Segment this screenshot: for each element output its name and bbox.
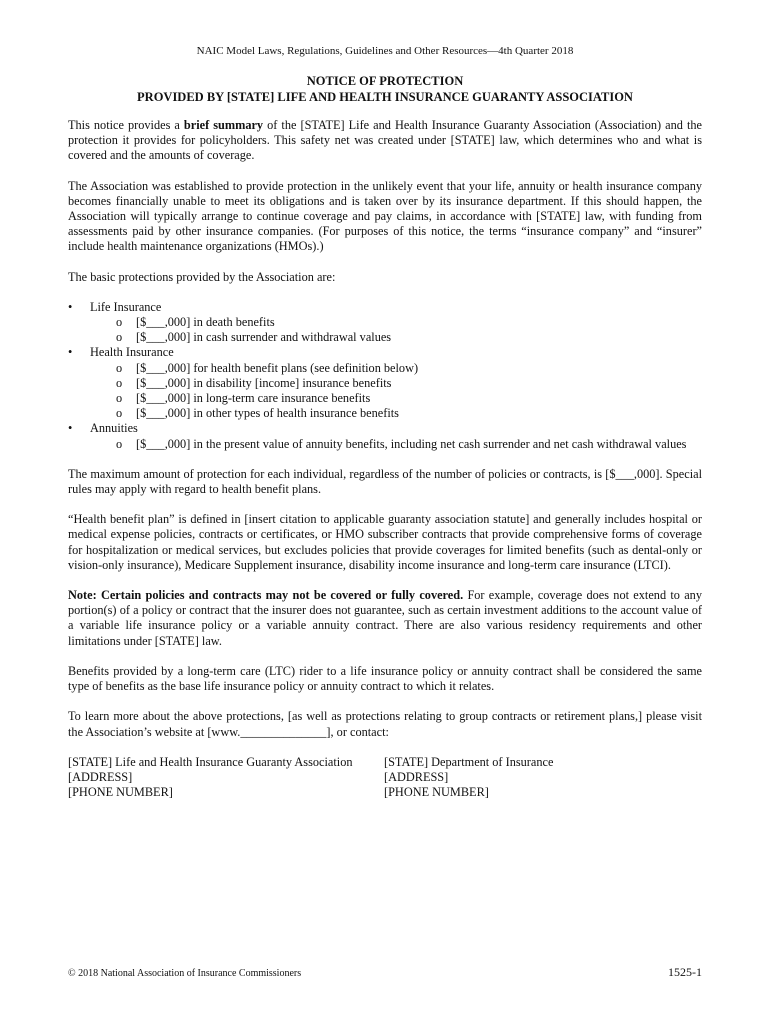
protection-life [68, 300, 702, 346]
ltc-paragraph: Benefits provided by a long-term care (LTC) rider to a life insurance policy or annuity contract shall be considered the same type of benefits as the base life insurance policy or annuity contract to which it relates. [68, 663, 702, 694]
document-title [68, 73, 702, 105]
list-item: o [$___,000] in death benefits [90, 315, 702, 330]
protections-list [68, 300, 702, 452]
intro-paragraph: This notice provides a brief summary of the [STATE] Life and Health Insurance Guaranty Association (Association) and the protection it provides for policyholders. This safety net was created under [STATE] law, which determines who and what is covered and the amounts of coverage. [68, 118, 702, 163]
contact-line: [PHONE NUMBER] [68, 785, 173, 800]
list-item: o [$___,000] in cash surrender and withdrawal values [90, 330, 702, 345]
maximum-paragraph: The maximum amount of protection for each individual, regardless of the number of policies or contracts, is [$___,000]. Special rules may apply with regard to health benefit plans. [68, 466, 702, 497]
contact-line: [PHONE NUMBER] [384, 785, 489, 800]
title-line-2: PROVIDED BY [STATE] LIFE AND HEALTH INSURANCE GUARANTY ASSOCIATION [137, 90, 633, 104]
established-paragraph: The Association was established to provide protection in the unlikely event that your life, annuity or health insurance company becomes financially unable to meet its obligations and is taken over by its insurance department. If this should happen, the Association will typically arrange to continue coverage and pay claims, in accordance with [STATE] law, with funding from assessments paid by other insurance companies. (For purposes of this notice, the terms “insurance company” and “insurer” include health maintenance organizations (HMOs).) [68, 178, 702, 254]
list-item: o [$___,000] in other types of health insurance benefits [90, 406, 702, 421]
list-item: o [$___,000] in long-term care insurance benefits [90, 391, 702, 406]
protection-annuities [68, 421, 702, 451]
contacts-block [68, 755, 702, 801]
learn-more-paragraph: To learn more about the above protections, [as well as protections relating to group contracts or retirement plans,] please visit the Association’s website at [www.______________], or contact: [68, 709, 702, 739]
protection-label: Annuities [90, 421, 138, 436]
protection-label: Health Insurance [90, 345, 174, 360]
running-header: NAIC Model Laws, Regulations, Guidelines and Other Resources—4th Quarter 2018 [196, 45, 574, 57]
contact-line: [ADDRESS] [68, 769, 133, 784]
department-contact [384, 755, 700, 801]
list-item: o [$___,000] in the present value of annuity benefits, including net cash surrender and net cash withdrawal values [90, 437, 702, 452]
note-emphasis: Note: Certain policies and contracts may not be covered or fully covered. [68, 588, 464, 603]
protection-health [68, 345, 702, 421]
title-line-1: NOTICE OF PROTECTION [306, 74, 464, 88]
document-body [68, 118, 702, 800]
protection-label: Life Insurance [90, 299, 162, 314]
list-item: o [$___,000] for health benefit plans (see definition below) [90, 361, 702, 376]
brief-summary-emphasis: brief summary [183, 118, 264, 132]
list-item: o [$___,000] in disability [income] insurance benefits [90, 376, 702, 391]
contact-line: [ADDRESS] [384, 769, 449, 784]
health-plan-paragraph: “Health benefit plan” is defined in [insert citation to applicable guaranty association statute] and generally includes hospital or medical expense policies, contracts or certificates, or HMO subscriber contracts that provide comprehensive forms of coverage for hospitalization or medical services, but excludes policies that provide coverages for limited benefits (such as dental-only or vision-only insurance), Medicare Supplement insurance, disability income insurance and long-term care insurance (LTCI). [68, 512, 702, 572]
copyright-notice: © 2018 National Association of Insurance Commissioners [68, 968, 302, 979]
basic-protections-intro: The basic protections provided by the Association are: [68, 269, 336, 284]
association-contact [68, 755, 384, 801]
note-paragraph: Note: Certain policies and contracts may not be covered or fully covered. For example, coverage does not extend to any portion(s) of a policy or contract that the insurer does not guarantee, such as certain investment additions to the account value of a variable life insurance policy or a variable annuity contract. There are also various residency requirements and other limitations under [STATE] law. [68, 588, 702, 648]
page-footer [68, 965, 702, 980]
page-number: 1525-1 [668, 965, 702, 979]
contact-line: [STATE] Life and Health Insurance Guaranty Association [68, 754, 353, 769]
contact-line: [STATE] Department of Insurance [384, 754, 554, 769]
